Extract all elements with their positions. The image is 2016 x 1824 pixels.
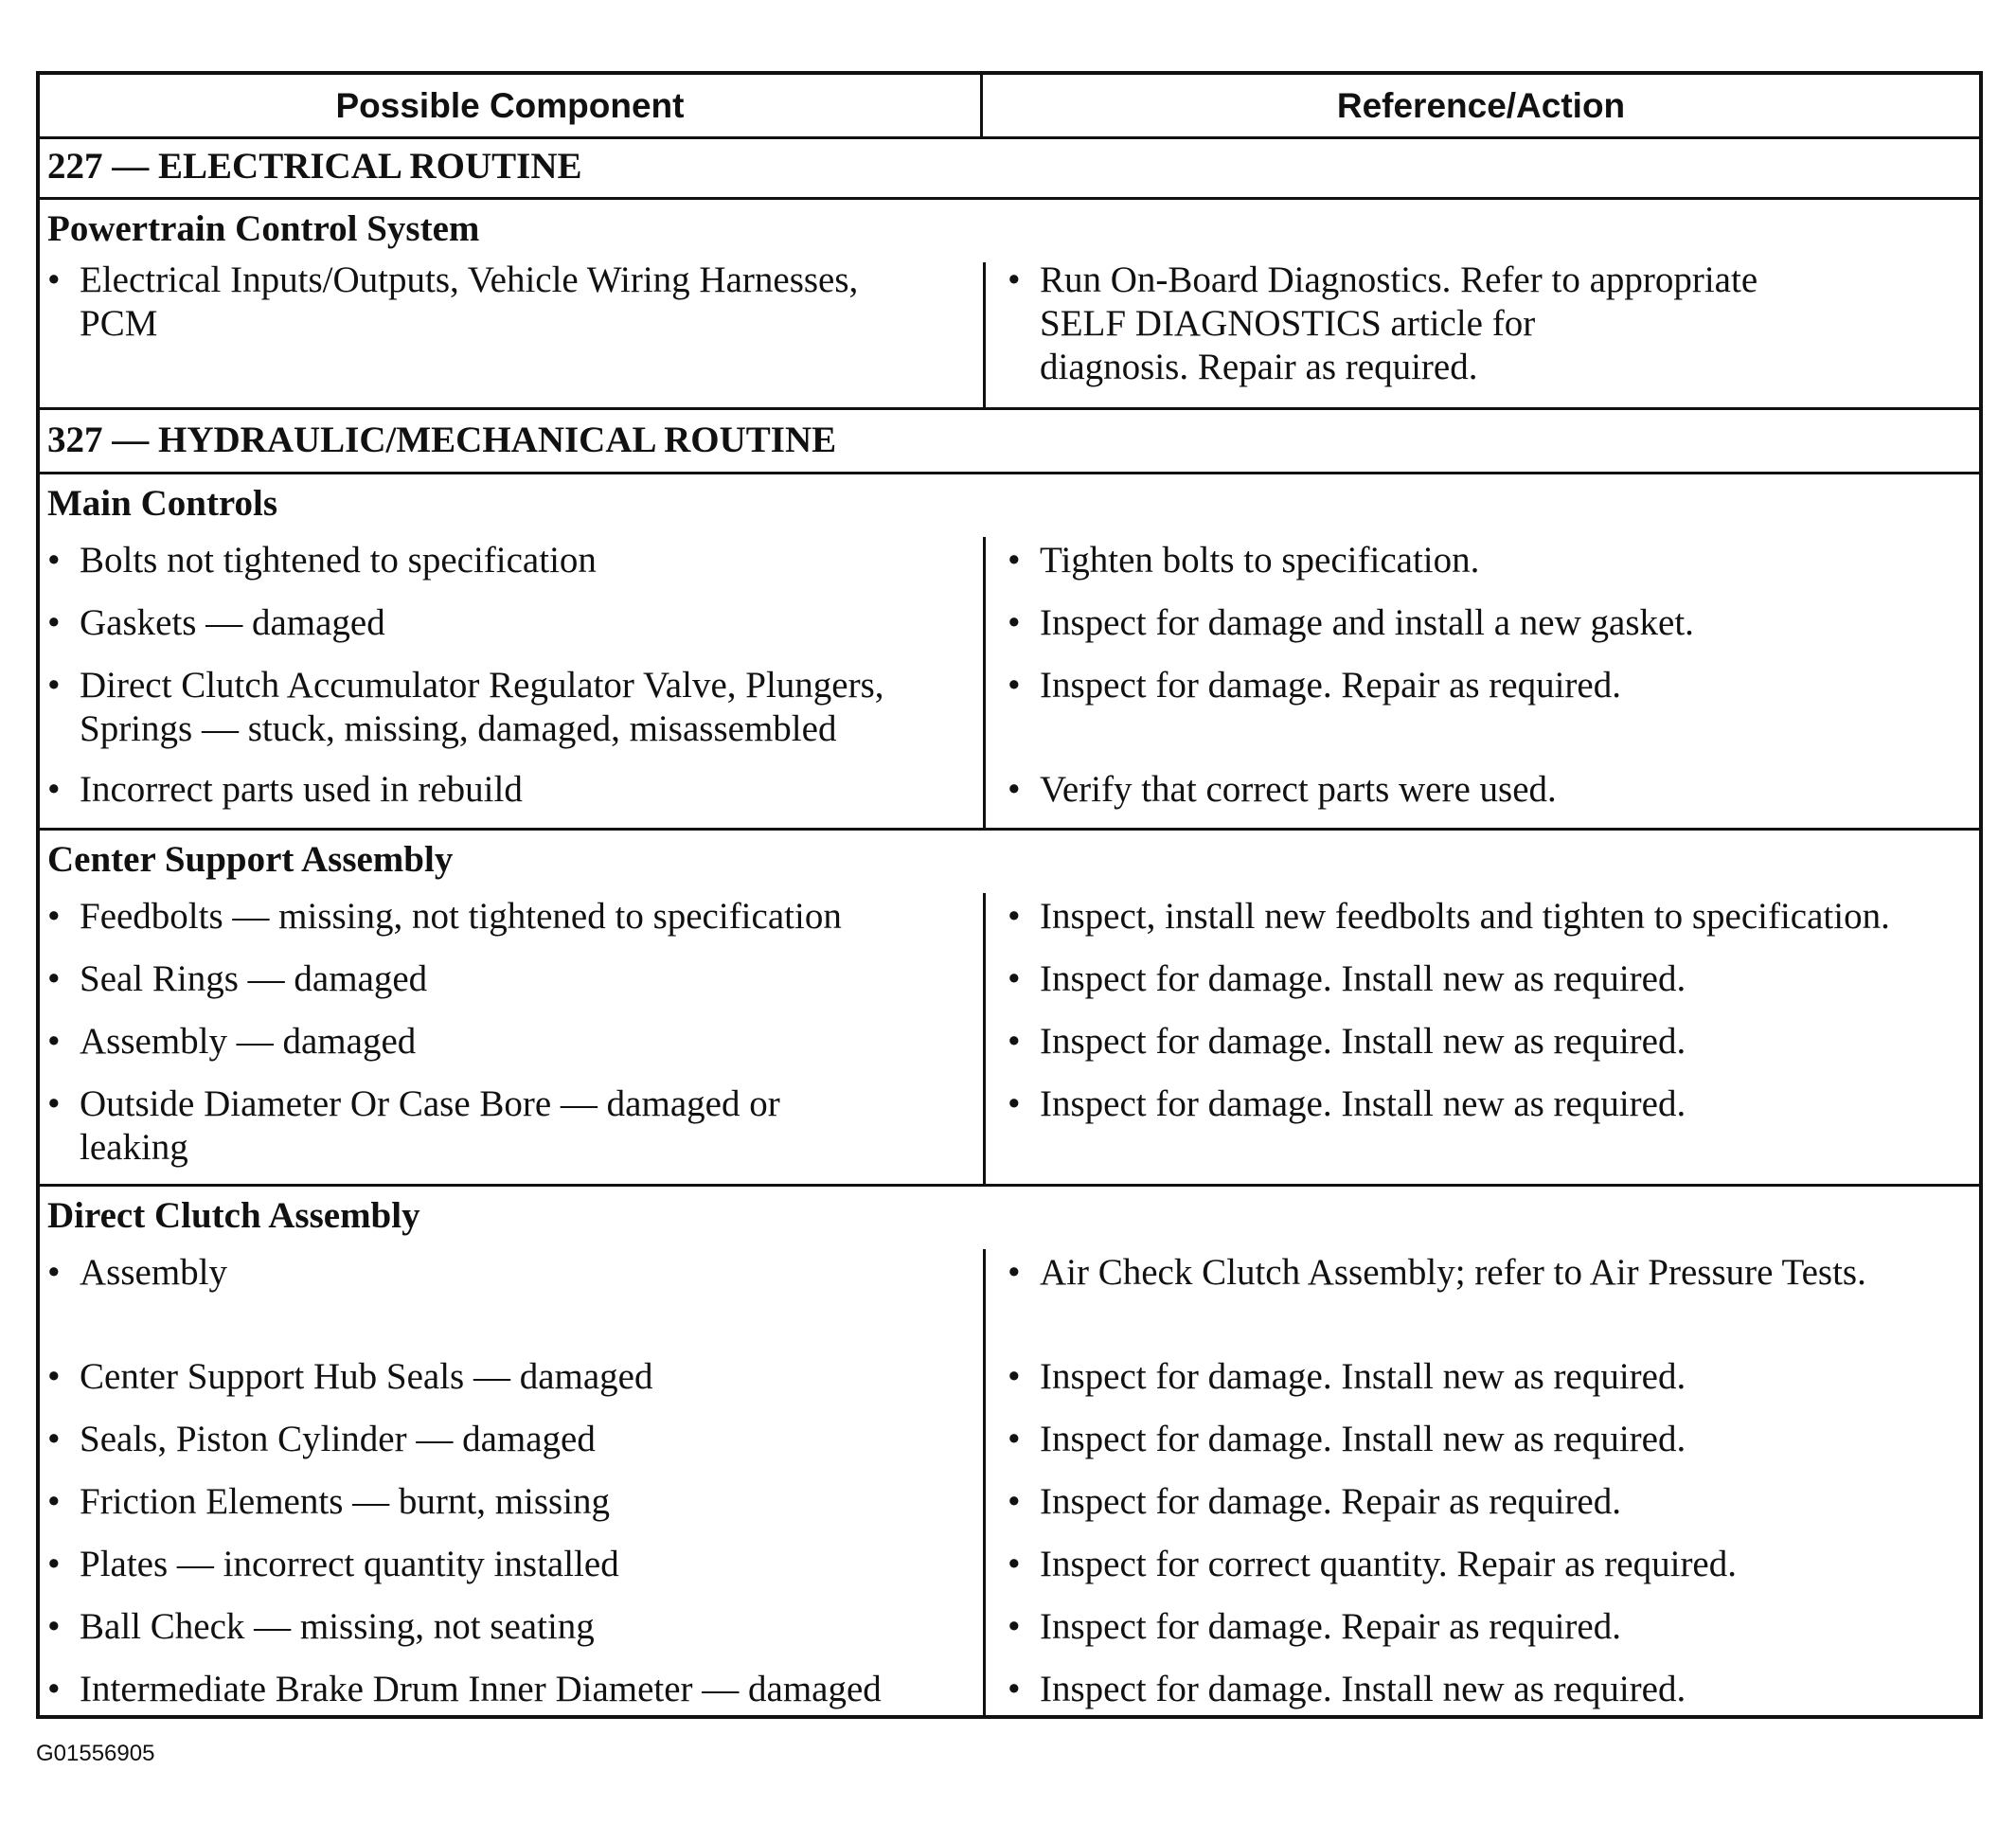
component-text: Seals, Piston Cylinder — damaged — [80, 1419, 596, 1459]
bullet: • — [47, 1021, 61, 1062]
bullet: • — [47, 1083, 61, 1124]
bullet: • — [1008, 1419, 1021, 1459]
component-text: Center Support Hub Seals — damaged — [80, 1356, 653, 1397]
action-text: Inspect for damage. Install new as required. — [1040, 1669, 1686, 1709]
section-title: 327 — HYDRAULIC/MECHANICAL ROUTINE — [40, 410, 1979, 474]
bullet: • — [1008, 1481, 1021, 1522]
group-title: Main Controls — [47, 483, 278, 524]
component-text: Bolts not tightened to specification — [80, 540, 597, 581]
bullet: • — [47, 1544, 61, 1584]
component-text: Intermediate Brake Drum Inner Diameter — damaged — [80, 1669, 882, 1709]
header-possible-component: Possible Component — [40, 75, 983, 136]
column-divider — [983, 537, 986, 828]
action-text: Tighten bolts to specification. — [1040, 540, 1480, 581]
column-divider — [983, 1249, 986, 1715]
group-main-controls — [40, 474, 1979, 831]
component-text: Assembly — damaged — [80, 1021, 417, 1062]
bullet: • — [47, 1481, 61, 1522]
bullet: • — [47, 1252, 61, 1293]
action-text: Inspect for damage. Repair as required. — [1040, 1606, 1621, 1647]
action-text: Inspect for damage. Repair as required. — [1040, 1481, 1621, 1522]
bullet: • — [1008, 1606, 1021, 1647]
component-text: Seal Rings — damaged — [80, 958, 428, 999]
bullet: • — [47, 1606, 61, 1647]
bullet: • — [47, 602, 61, 643]
bullet: • — [47, 665, 61, 706]
action-text: Inspect for damage. Install new as required. — [1040, 1419, 1686, 1459]
bullet: • — [1008, 1356, 1021, 1397]
action-text: Inspect for damage. Repair as required. — [1040, 665, 1621, 706]
column-divider — [983, 893, 986, 1184]
group-center-support-assembly — [40, 831, 1979, 1187]
bullet: • — [47, 896, 61, 937]
group-direct-clutch-assembly — [40, 1187, 1979, 1715]
bullet: • — [47, 1419, 61, 1459]
action-text: Air Check Clutch Assembly; refer to Air Pressure Tests. — [1040, 1252, 1866, 1293]
component-text: Outside Diameter Or Case Bore — damaged or leaking — [80, 1083, 780, 1168]
action-text: Run On-Board Diagnostics. Refer to appropriate SELF DIAGNOSTICS article for diagnosis. Repair as required. — [1040, 259, 1758, 387]
troubleshooting-table — [36, 71, 1983, 1719]
action-text: Inspect for damage. Install new as required. — [1040, 1356, 1686, 1397]
group-title: Center Support Assembly — [47, 839, 454, 880]
component-text: Electrical Inputs/Outputs, Vehicle Wiring Harnesses, PCM — [80, 259, 859, 344]
component-text: Assembly — [80, 1252, 227, 1293]
bullet: • — [1008, 958, 1021, 999]
column-divider — [983, 262, 986, 407]
component-text: Friction Elements — burnt, missing — [80, 1481, 611, 1522]
header-reference-action: Reference/Action — [1336, 86, 1626, 125]
bullet: • — [1008, 1544, 1021, 1584]
action-text: Verify that correct parts were used. — [1040, 769, 1557, 810]
bullet: • — [1008, 1083, 1021, 1124]
action-text: Inspect for damage. Install new as required. — [1040, 958, 1686, 999]
action-text: Inspect for correct quantity. Repair as required. — [1040, 1544, 1737, 1584]
bullet: • — [1008, 259, 1021, 300]
bullet: • — [47, 540, 61, 581]
component-text: Plates — incorrect quantity installed — [80, 1544, 619, 1584]
group-powertrain-control-system — [40, 200, 1979, 410]
action-text: Inspect for damage and install a new gasket. — [1040, 602, 1694, 643]
component-text: Incorrect parts used in rebuild — [80, 769, 523, 810]
action-text: Inspect for damage. Install new as required. — [1040, 1083, 1686, 1124]
bullet: • — [47, 259, 61, 300]
section-title: 227 — ELECTRICAL ROUTINE — [40, 136, 1979, 200]
group-title: Powertrain Control System — [47, 208, 480, 249]
component-text: Direct Clutch Accumulator Regulator Valve, Plungers, Springs — stuck, missing, damaged, misassembled — [80, 665, 884, 749]
figure-id: G01556905 — [36, 1741, 155, 1766]
bullet: • — [47, 1356, 61, 1397]
bullet: • — [47, 958, 61, 999]
table-header — [40, 75, 1979, 139]
bullet: • — [47, 769, 61, 810]
bullet: • — [1008, 896, 1021, 937]
bullet: • — [1008, 540, 1021, 581]
bullet: • — [1008, 665, 1021, 706]
bullet: • — [1008, 1669, 1021, 1709]
component-text: Gaskets — damaged — [80, 602, 385, 643]
action-text: Inspect, install new feedbolts and tighten to specification. — [1040, 896, 1890, 937]
group-title: Direct Clutch Assembly — [47, 1195, 420, 1236]
component-text: Feedbolts — missing, not tightened to specification — [80, 896, 842, 937]
action-text: Inspect for damage. Install new as required. — [1040, 1021, 1686, 1062]
bullet: • — [47, 1669, 61, 1709]
bullet: • — [1008, 602, 1021, 643]
component-text: Ball Check — missing, not seating — [80, 1606, 595, 1647]
bullet: • — [1008, 1021, 1021, 1062]
bullet: • — [1008, 1252, 1021, 1293]
bullet: • — [1008, 769, 1021, 810]
